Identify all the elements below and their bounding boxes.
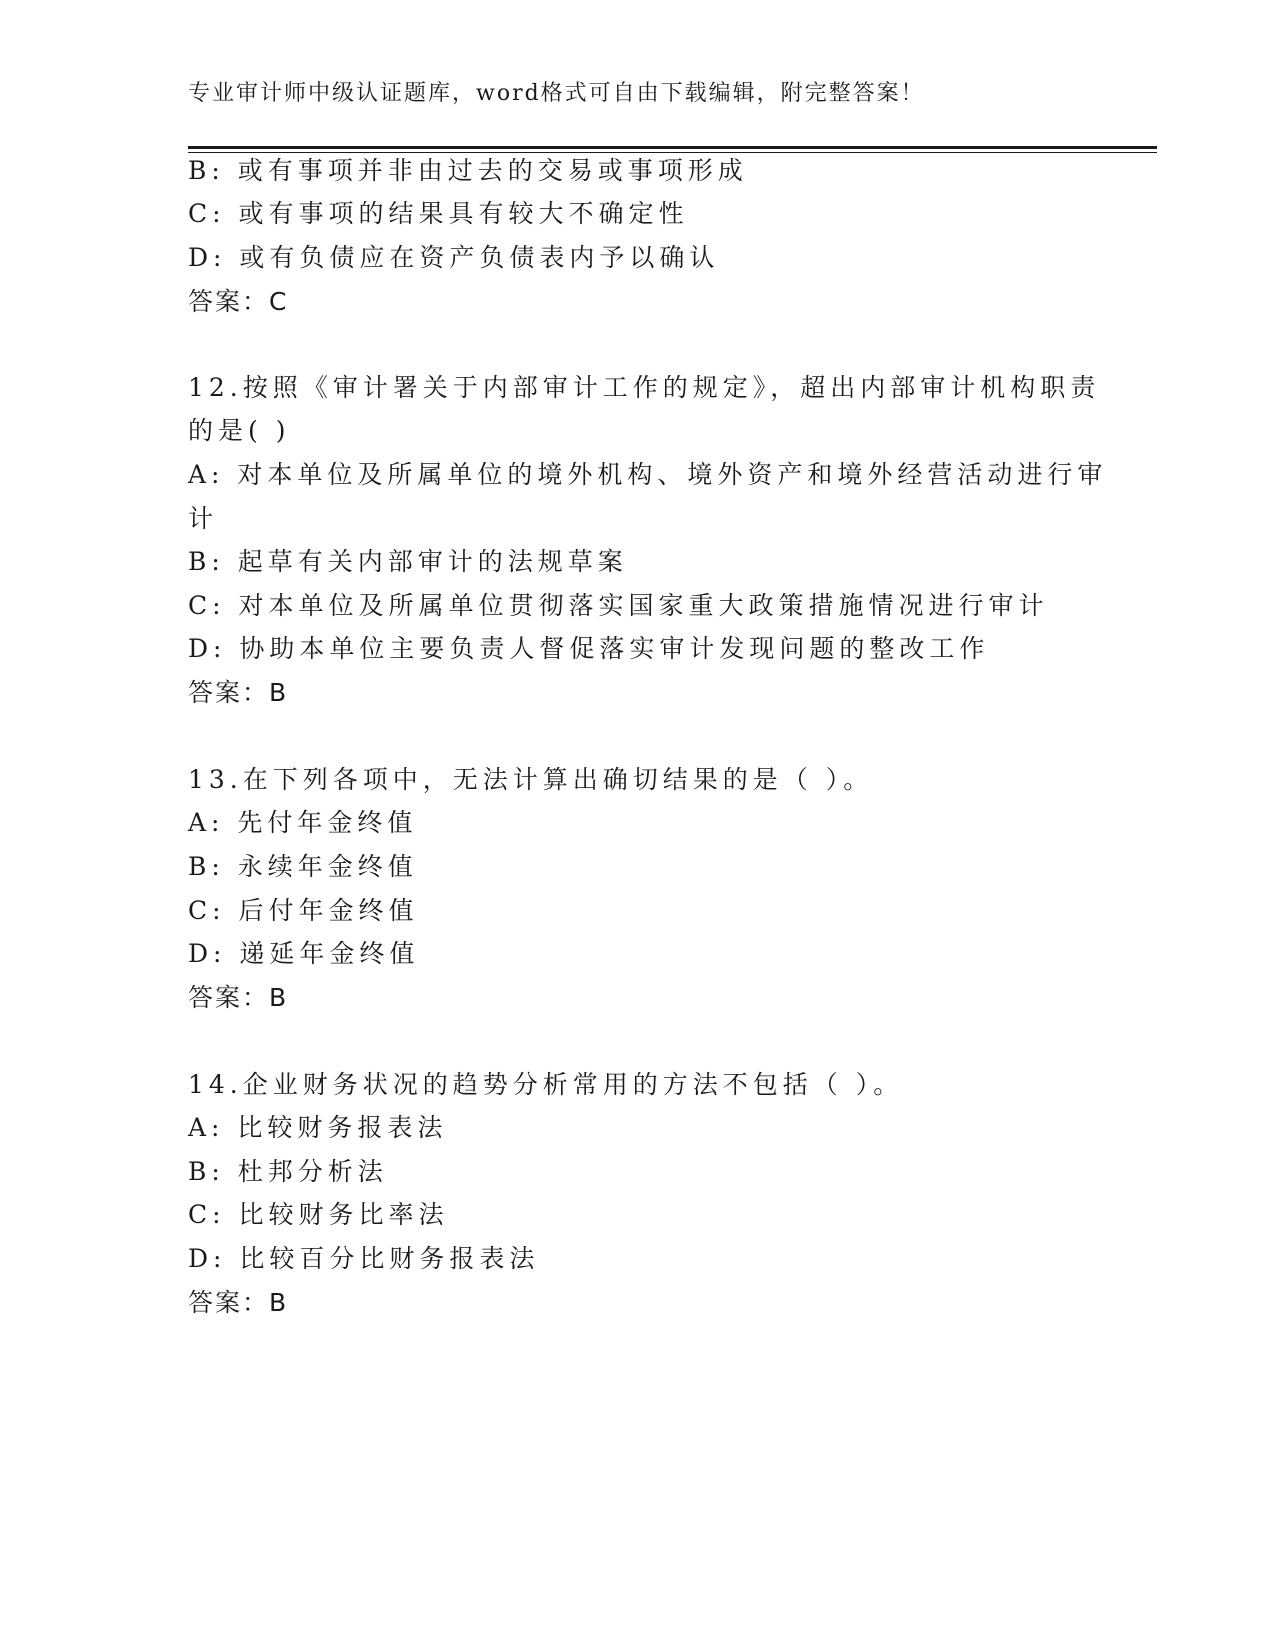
q12-stem-line1: 12.按照《审计署关于内部审计工作的规定》，超出内部审计机构职责: [188, 373, 1101, 402]
q12-option-c: C: 对本单位及所属单位贯彻落实国家重大政策措施情况进行审计: [188, 591, 1049, 620]
q13-stem: 13.在下列各项中，无法计算出确切结果的是（ ）。: [188, 765, 874, 794]
q11-option-b: B: 或有事项并非由过去的交易或事项形成: [188, 156, 748, 185]
header-rule-thick: [188, 146, 1157, 149]
q11-option-c: C: 或有事项的结果具有较大不确定性: [188, 199, 689, 228]
q14-option-b: B: 杜邦分析法: [188, 1157, 388, 1186]
q14-option-d: D: 比较百分比财务报表法: [188, 1244, 540, 1273]
q12-option-a-line2: 计: [188, 504, 219, 533]
q13-option-b: B: 永续年金终值: [188, 852, 418, 881]
q13-option-c: C: 后付年金终值: [188, 896, 419, 925]
q14-option-a: A: 比较财务报表法: [188, 1113, 448, 1142]
q14-answer: 答案：B: [188, 1288, 289, 1317]
q12-option-a-line1: A: 对本单位及所属单位的境外机构、境外资产和境外经营活动进行审: [188, 460, 1108, 489]
q14-option-c: C: 比较财务比率法: [188, 1200, 449, 1229]
q12-option-b: B: 起草有关内部审计的法规草案: [188, 547, 628, 576]
q13-option-d: D: 递延年金终值: [188, 939, 420, 968]
q11-option-d: D: 或有负债应在资产负债表内予以确认: [188, 243, 720, 272]
q12-answer: 答案：B: [188, 678, 289, 707]
q12-option-d: D: 协助本单位主要负责人督促落实审计发现问题的整改工作: [188, 634, 990, 663]
q13-answer: 答案：B: [188, 983, 289, 1012]
q13-option-a: A: 先付年金终值: [188, 808, 418, 837]
q14-stem: 14.企业财务状况的趋势分析常用的方法不包括（ ）。: [188, 1070, 904, 1099]
q11-answer: 答案：C: [188, 287, 289, 316]
page-header: 专业审计师中级认证题库，word格式可自由下载编辑，附完整答案！: [188, 81, 925, 106]
header-rule-thin: [188, 152, 1157, 153]
q12-stem-line2: 的是( ): [188, 416, 291, 445]
